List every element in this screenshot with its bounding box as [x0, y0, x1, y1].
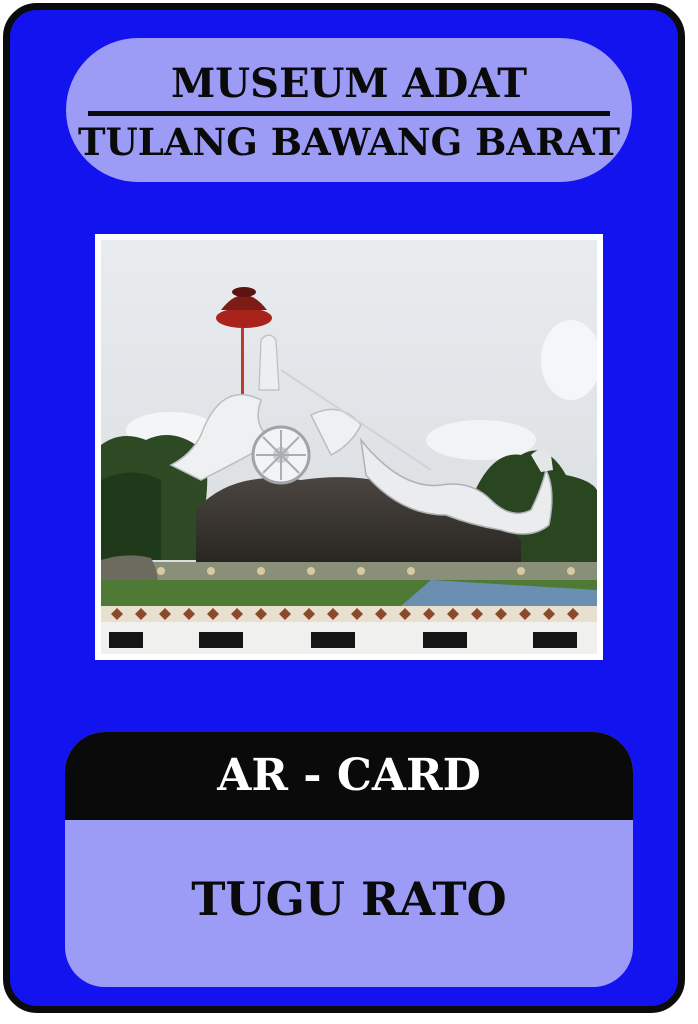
- monument-illustration: [101, 240, 597, 654]
- umbrella-top: [216, 308, 272, 328]
- title-banner: [66, 38, 632, 182]
- title-line-museum: MUSEUM ADAT: [171, 60, 527, 107]
- object-name: TUGU RATO: [191, 872, 507, 926]
- ar-card-band: [65, 732, 633, 820]
- statue-figure: [259, 335, 279, 390]
- ar-card-label: AR - CARD: [217, 750, 481, 801]
- monument-photo: [95, 234, 603, 660]
- title-divider: [88, 111, 610, 116]
- title-line-region: TULANG BAWANG BARAT: [77, 120, 621, 164]
- umbrella-finial: [232, 287, 256, 297]
- card-footer-panel: [65, 732, 633, 987]
- cloud: [426, 420, 536, 460]
- ar-card: [3, 3, 685, 1013]
- trees-left-shadow: [101, 473, 161, 561]
